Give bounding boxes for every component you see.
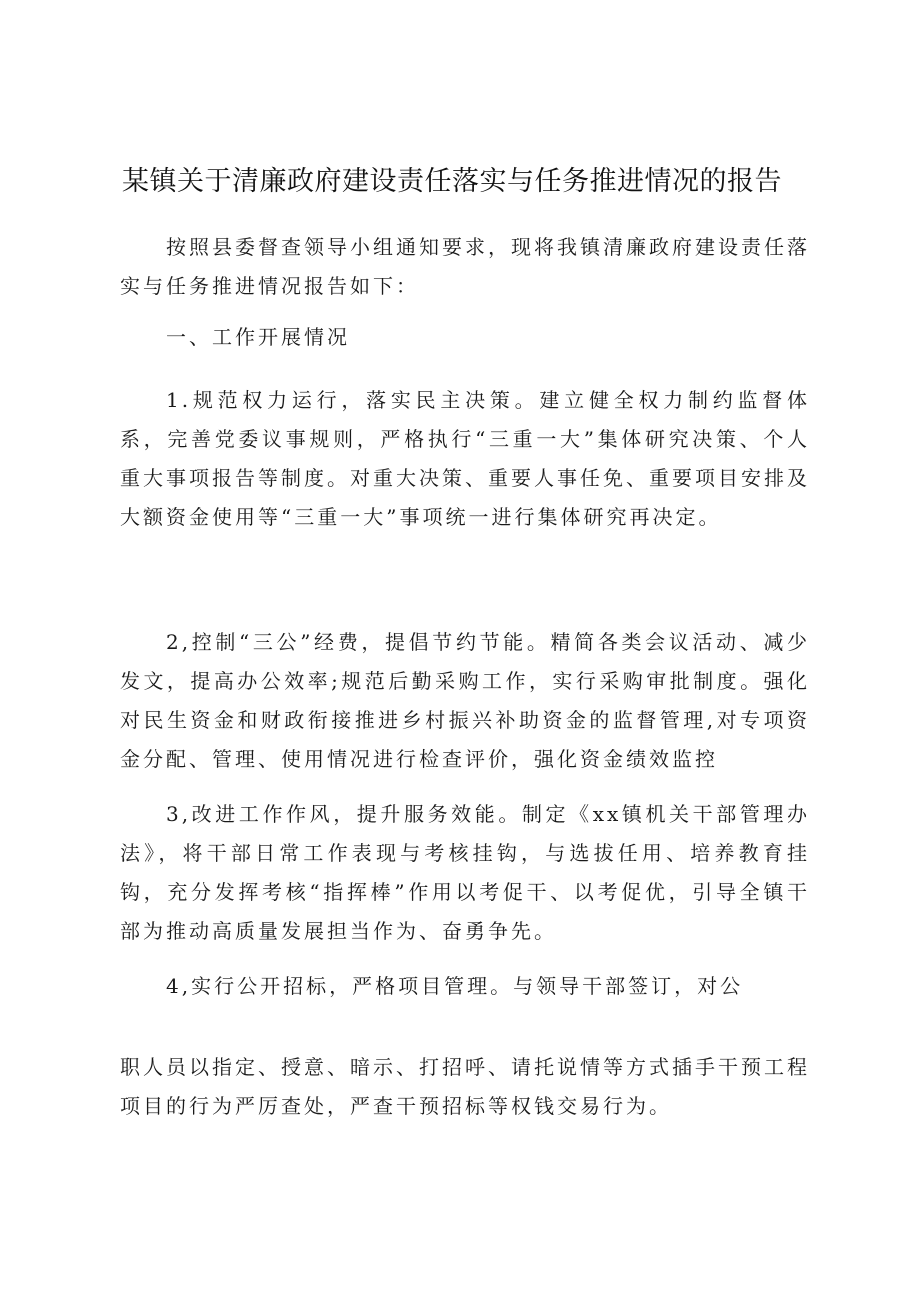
item4-continuation-block — [120, 1048, 810, 1126]
section1-heading: 一、工作开展情况 — [166, 325, 350, 349]
item4-first-line: 4,实行公开招标，严格项目管理。与领导干部签订，对公 — [166, 974, 744, 998]
item4-continuation: 职人员以指定、授意、暗示、打招呼、请托说情等方式插手干预工程项目的行为严厉查处，严查干预招标等权钱交易行为。 — [120, 1055, 810, 1118]
item1-paragraph: 1.规范权力运行，落实民主决策。建立健全权力制约监督体系，完善党委议事规则，严格执行“三重一大”集体研究决策、个人重大事项报告等制度。对重大决策、重要人事任免、重要项目安排及大额资金使用等“三重一大”事项统一进行集体研究再决定。 — [120, 388, 810, 529]
item3-paragraph: 3,改进工作作风，提升服务效能。制定《xx镇机关干部管理办法》，将干部日常工作表现与考核挂钩，与选拔任用、培养教育挂钩，充分发挥考核“指挥棒”作用以考促干、以考促优，引导全镇干部为推动高质量发展担当作为、奋勇争先。 — [120, 802, 810, 943]
section1-block — [120, 318, 810, 357]
item2-paragraph: 2,控制“三公”经费，提倡节约节能。精简各类会议活动、减少发文，提高办公效率;规范后勤采购工作，实行采购审批制度。强化对民生资金和财政衔接推进乡村振兴补助资金的监督管理,对专项资金分配、管理、使用情况进行检查评价，强化资金绩效监控 — [120, 630, 810, 771]
item2-block — [120, 623, 810, 779]
item4-block — [120, 967, 810, 1006]
intro-paragraph: 按照县委督查领导小组通知要求，现将我镇清廉政府建设责任落实与任务推进情况报告如下： — [120, 235, 810, 298]
document-title: 某镇关于清廉政府建设责任落实与任务推进情况的报告 — [122, 166, 782, 197]
item3-block — [120, 795, 810, 951]
item1-block — [120, 381, 810, 537]
intro-block — [120, 228, 810, 306]
